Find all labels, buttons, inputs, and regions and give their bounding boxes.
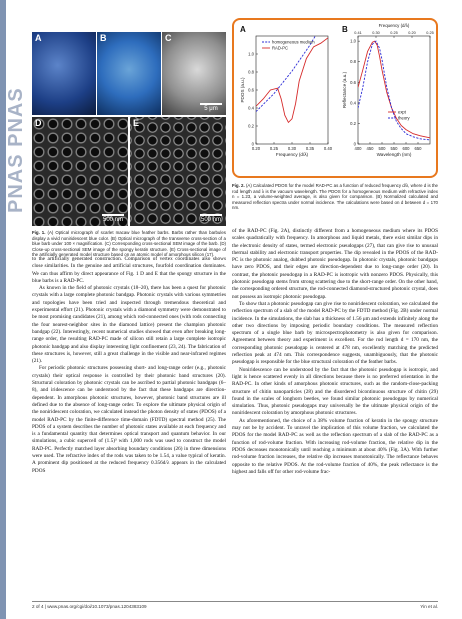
x-tick-label: 500 <box>378 146 386 151</box>
x-tick-label: 0.40 <box>323 146 333 151</box>
micrograph-panel-d <box>32 117 128 226</box>
series-line-theory <box>358 41 430 140</box>
figure-2 <box>232 18 438 178</box>
paragraph: As aforementioned, the choice of a 38% volume fraction of keratin in the spongy structure may not be by accident. To unravel the implication of this volume fraction, we calculated the PDOS for the model RAD-PC as well as the reflection spectrum of a slab of the RAD-PC as a function of rod-volume fraction. With increasing rod-volume fraction, the relative dip in the PDOS decreases monotonically until reaching a minimum at about 40% (Fig. 3A). With further rod-volume fraction increases, the relative dip increases monotonically. The reflectance behaves opposite to the relative PDOS. At the rod-volume fraction of 40%, the peak reflectance is the highest and falls off for other rod-volume frac- <box>232 417 438 475</box>
y-tick-label: 0.4 <box>248 105 254 111</box>
caption-text: (A) Calculated PDOS for the model RAD-PC as a function of reduced frequency d/λ, where d is the rod length and λ is the vacuum wavelength. The PDOS for a homogeneous medium with refractive index n = 1.23, a volume-weighted average, is also given for comparison. (B) Normalized calculated and measured reflection spectra under normal incidence. The calculations were based on d between d = 170 nm. <box>232 183 438 210</box>
y-tick-label: 1.0 <box>248 51 254 57</box>
caption-label: Fig. 1. <box>32 230 46 235</box>
paragraph: to the artificially generated construction. Comparison of vertex coordinates also shows close similarities. In the genuine and artificial structures, fourfold coordination dominates. We can thus affirm by direct appearance of Fig. 1 D and E that the spongy structure in the blue barbs is a RAD-PC. <box>32 256 226 284</box>
panel-label: B <box>100 33 107 43</box>
body-column-right <box>232 228 438 476</box>
x-tick-label: 600 <box>402 146 410 151</box>
x-tick-label: 0.35 <box>305 146 315 151</box>
top-tick-label: 0.30 <box>372 31 380 35</box>
paragraph: Noniridescence can be understood by the fact that the photonic pseudogap is isotropic, and light is hence scattered evenly in all directions because there is no preferred orientation in the RAD-PC. In other kinds of amorphous photonic structures, such as the random-close-packing structure of chitin nanoparticles (28) and the disordered bicontinuous structure of chitin (29) found in the scales of longhorn beetles, we found similar photonic pseudogaps by numerical simulation. Thus, photonic pseudogaps may universally be the ultimate physical origin of the noniridescent coloration by amorphous photonic structures. <box>232 366 438 417</box>
top-tick-label: 0.25 <box>426 31 434 35</box>
y-tick-label: 1.0 <box>350 38 356 44</box>
x-tick-label: 550 <box>390 146 398 151</box>
chart-b-reflectance <box>342 23 434 157</box>
micrograph-panel-c <box>162 32 226 115</box>
page-footer <box>32 604 438 612</box>
y-tick-label: 0.2 <box>248 123 254 129</box>
footer-rule <box>32 601 438 602</box>
micrograph-panel-b <box>97 32 161 115</box>
panel-label: A <box>35 33 42 43</box>
top-tick-label: 0.25 <box>390 31 398 35</box>
paragraph: of the RAD-PC (Fig. 2A), distinctly different from a homogeneous medium where its PDOS scales quadratically with frequency. In amorphous and liquid metals, there exist similar dips in the electronic density of states, termed electronic pseudogaps (27), that can give rise to unusual thermal stability and electronic transport properties. The dip revealed in the PDOS of the RAD-PC is the photonic analog, dubbed photonic pseudogap. In photonic crystals, photonic bandgaps have zero PDOS, and their edges are direction-dependent due to long-range order (20). In contrast, the photonic pseudogap in a RAD-PC is isotropic with nonzero PDOS. Physically, this photonic pseudogap stems from strong scattering due to the short-range order. On the other hand, the corresponding ordered structure, the rod-connected diamond-structured photonic crystal, does not possess an isotropic photonic pseudogap. <box>232 228 438 300</box>
legend-label: homogeneous medium <box>272 39 315 45</box>
panel-label: A <box>240 25 246 34</box>
paragraph: For periodic photonic structures possessing short- and long-range order (e.g., photonic crystals) their optical response is controlled by their photonic band structures (20). Structural coloration by photonic crystals can be ascribed to partial photonic bandgaps (6–8), and iridescence can be understood by the fact that these bandgaps are direction-dependent. In amorphous photonic structures, however, photonic band structures are ill defined due to the absence of long-range order. To explore the ultimate physical origin of the noniridescent coloration, we calculated instead the photon density of states (PDOS) of a model RAD-PC by the finite-difference time-domain (FDTD) spectral method (25). The PDOS of a system describes the number of photonic states available at each frequency and is a fundamental quantity that determines optical transport and quantum behavior. In our simulations, a cubic supercell of (1.5)³ with 1,000 rods was used to construct the model RAD-PC. Perfectly matched layer absorbing boundary conditions (26) in three dimensions were used. The refractive index of the rods was taken to be 1.54, a value typical of keratin. A prominent dip positioned at the reduced frequency 0.356d/λ appears in the calculated PDOS <box>32 365 226 474</box>
caption-text: (A) Optical micrograph of scarlet macaw blue feather barbs. Barbs rather than barbules display a vivid noniridescent blue color. (B) Optical micrograph of the transverse cross-section of a blue barb under 100 × magnification. (C) Corresponding cross-sectional SEM image of the barb. (D) Close-up cross-sectional SEM image of the spongy keratin structure. (E) Cross-sectional image of the artificially generated model structure based on an atomic model of amorphous silicon (17). <box>32 230 226 257</box>
y-tick-label: 0.8 <box>350 59 356 65</box>
body-column-left <box>32 256 226 475</box>
x-tick-label: 0.25 <box>269 146 279 151</box>
series-line-rad-pc <box>256 38 328 123</box>
plot-frame <box>256 36 328 144</box>
y-tick-label: 0.2 <box>350 120 356 126</box>
scale-bar: 500 nm <box>102 214 124 223</box>
scale-bar: 500 nm <box>200 214 222 223</box>
x-tick-label: 0.30 <box>287 146 297 151</box>
y-axis-title: Reflectance (a.u.) <box>342 71 347 109</box>
panel-label: E <box>133 118 140 128</box>
figure-1-caption <box>32 230 226 258</box>
y-axis-title: PDOS (a.u.) <box>240 77 245 103</box>
panel-label: D <box>35 118 42 128</box>
panel-label: C <box>165 33 172 43</box>
caption-label: Fig. 2. <box>232 183 245 188</box>
y-tick-label: 0.6 <box>248 87 254 93</box>
y-tick-label: 0.8 <box>248 69 254 75</box>
x-tick-label: 0.20 <box>251 146 261 151</box>
legend-label: theory <box>398 115 410 121</box>
x-axis-title: Wavelength (nm) <box>376 152 412 157</box>
x-tick-label: 450 <box>366 146 374 151</box>
x-axis-title: Frequency (d/λ) <box>275 152 309 157</box>
y-tick-label: 0.4 <box>350 100 356 106</box>
paragraph: To show that a photonic pseudogap can give rise to noniridescent coloration, we calculated the reflection spectrum of a slab of the model RAD-PC by the FDTD method (Fig. 2B) under normal incidence. In the simulations, the slab has a thickness of 1.56 μm and extends infinitely along the other two directions by imposing periodic boundary conditions. The measured reflection spectrum of a single blue barb by microspectrophotometry is also given for comparison. Agreement between theory and experiment is excellent. For the rod length d = 170 nm, the corresponding photonic pseudogap is centered at 478 nm, excellently matching the predicted reflection peak at 474 nm. This correspondence suggests, unambiguously, that the photonic pseudogap is responsible for the blue structural coloration of the feather barbs. <box>232 300 438 366</box>
figure-2-caption <box>232 183 438 211</box>
panel-label: B <box>342 25 348 34</box>
y-tick-label: 0 <box>353 141 356 147</box>
series-line-expt <box>358 41 430 138</box>
journal-sidebar <box>0 0 30 619</box>
scale-bar: 5 μm <box>200 103 222 112</box>
footer-citation: 2 of 4 | www.pnas.org/cgi/doi/10.1073/pnas.1204383109 <box>32 604 147 609</box>
x-tick-label: 400 <box>354 146 362 151</box>
legend-label: expt <box>398 109 406 115</box>
micrograph-panel-e <box>130 117 226 226</box>
micrograph-panel-a <box>32 32 96 115</box>
top-axis-title: Frequency (d/λ) <box>378 23 410 28</box>
y-tick-label: 0.6 <box>350 79 356 85</box>
figure-1 <box>32 32 226 226</box>
y-tick-label: 0 <box>251 141 254 147</box>
x-tick-label: 650 <box>414 146 422 151</box>
paragraph: As known in the field of photonic crystals (18–20), there has been a quest for photonic crystals with a large complete photonic bandgap. Photonic crystals with various symmetries and topologies have been tried and inspected through tremendous theoretical and experimental effort (21). Photonic crystals with a diamond symmetry were demonstrated to be most promising candidates (21), among which rod-connected ones (with rods connecting the four nearest-neighbor sites in the diamond lattice) present the champion photonic bandgap (22). Interestingly, recent numerical studies showed that even after breaking long-range order, the resulting RAD-PC made of silicon still retain a large complete isotropic photonic bandgap and also display interesting light confinement (23, 24). The fabrication of these structures is, however, still a great challenge in the visible and near-infrared regimes (21). <box>32 285 226 365</box>
plot-frame <box>358 36 430 144</box>
legend-label: RAD-PC <box>272 45 289 51</box>
chart-a-pdos <box>240 20 333 157</box>
pnas-logo: PNAS PNAS <box>5 87 27 213</box>
top-tick-label: 0.41 <box>354 31 362 35</box>
top-tick-label: 0.20 <box>408 31 416 35</box>
footer-authors: Yin et al. <box>420 604 438 609</box>
figure-2-charts <box>234 20 436 176</box>
series-line-homogeneous-medium <box>256 20 328 112</box>
